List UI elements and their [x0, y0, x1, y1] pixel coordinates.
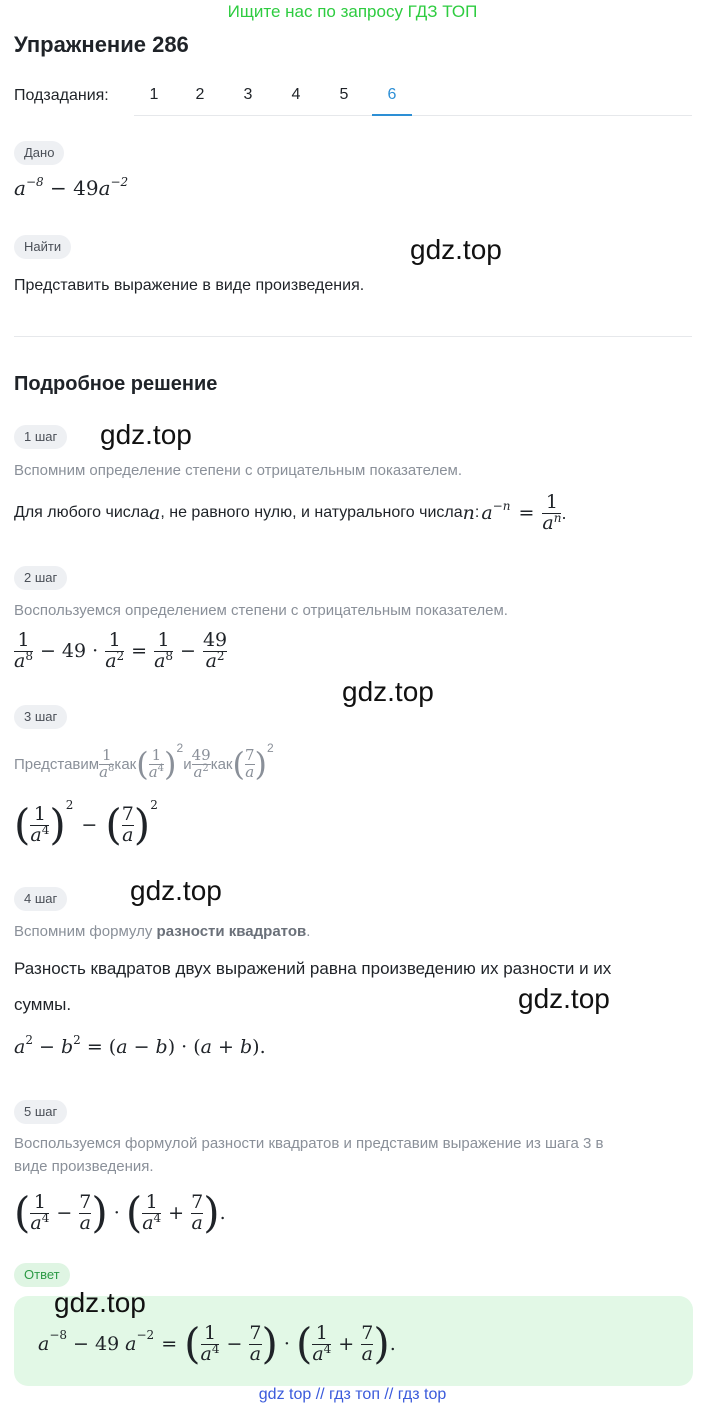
tab-subtask-4[interactable]: 4: [291, 86, 301, 103]
step-2-expression: $\frac{1}{a^8}$ − 49 · $\frac{1}{a^2}$ = $\frac{1}{a^8}$ − $\frac{49}{a^2}$: [14, 628, 228, 672]
step-1-badge: 1 шаг: [14, 425, 67, 449]
tab-subtask-1[interactable]: 1: [149, 86, 159, 103]
step-4-badge: 4 шаг: [14, 887, 67, 911]
subtasks-label: Подзадания:: [14, 87, 109, 104]
find-text: Представить выражение в виде произведения.: [14, 277, 365, 294]
tab-subtask-5[interactable]: 5: [339, 86, 349, 103]
step-3-expression: ( $\frac{1}{a^4}$ ) 2 − ( $\frac{7}{a}$ ) 2: [14, 798, 158, 849]
given-label: Дано: [14, 141, 64, 165]
page-title: Упражнение 286: [14, 32, 189, 57]
step-2-badge: 2 шаг: [14, 566, 67, 590]
footer-links[interactable]: gdz top // гдз топ // гдз top: [258, 1386, 447, 1403]
top-banner: Ищите нас по запросу ГДЗ ТОП: [227, 2, 478, 21]
divider: [14, 336, 692, 337]
step-1-text: Для любого числа a , не равного нулю, и натурального числа n : $a^{-n}$ = $\frac{1}{a^n}$ .: [14, 490, 567, 534]
step-4-note: Вспомним формулу разности квадратов.: [14, 923, 311, 940]
step-3-note: Представим $\frac{1}{a^8}$ как ( $\frac{1}{a^4}$ ) 2 и $\frac{49}{a^2}$ как ( $\frac{7}{a}$ ) 2: [14, 741, 274, 783]
step-1-note: Вспомним определение степени с отрицательным показателем.: [14, 462, 463, 479]
given-badge: [14, 141, 64, 165]
find-label: Найти: [14, 235, 71, 259]
step-5-note-line1: Воспользуемся формулой разности квадратов и представим выражение из шага 3 в: [14, 1135, 604, 1152]
watermark: gdz.top: [518, 983, 610, 1014]
step-3-badge: 3 шаг: [14, 705, 67, 729]
answer-badge: Ответ: [14, 1263, 70, 1287]
tab-subtask-6[interactable]: 6: [372, 78, 412, 115]
find-badge: [14, 235, 71, 259]
watermark: gdz.top: [100, 419, 192, 450]
step-5-expression: ( $\frac{1}{a^4}$ − $\frac{7}{a}$ ) · ( $\frac{1}{a^4}$ + $\frac{7}{a}$ ) .: [14, 1188, 226, 1237]
step-4-text-line2: суммы.: [14, 995, 72, 1014]
watermark: gdz.top: [342, 676, 434, 707]
tab-subtask-2[interactable]: 2: [195, 86, 205, 103]
watermark: gdz.top: [410, 234, 502, 265]
solution-title: Подробное решение: [14, 373, 218, 395]
step-4-formula: $a^2 - b^2 = (a - b) \cdot (a + b)$.: [14, 1033, 266, 1058]
watermark: gdz.top: [130, 875, 222, 906]
watermark: gdz.top: [54, 1287, 146, 1318]
step-5-badge: 5 шаг: [14, 1100, 67, 1124]
subtasks-tabs: [134, 78, 692, 116]
answer-expression: a −8 − 49 a −2 = ( $\frac{1}{a^4}$ − $\frac{7}{a}$ ) · ( $\frac{1}{a^4}$ + $\frac{7}{a}$ ) .: [38, 1319, 396, 1368]
given-expression: $a^{-8} - 49a^{-2}$: [14, 175, 129, 200]
step-4-text-line1: Разность квадратов двух выражений равна произведению их разности и их: [14, 959, 612, 978]
step-2-note: Воспользуемся определением степени с отрицательным показателем.: [14, 602, 508, 619]
tab-subtask-3[interactable]: 3: [243, 86, 253, 103]
step-5-note-line2: виде произведения.: [14, 1158, 154, 1175]
